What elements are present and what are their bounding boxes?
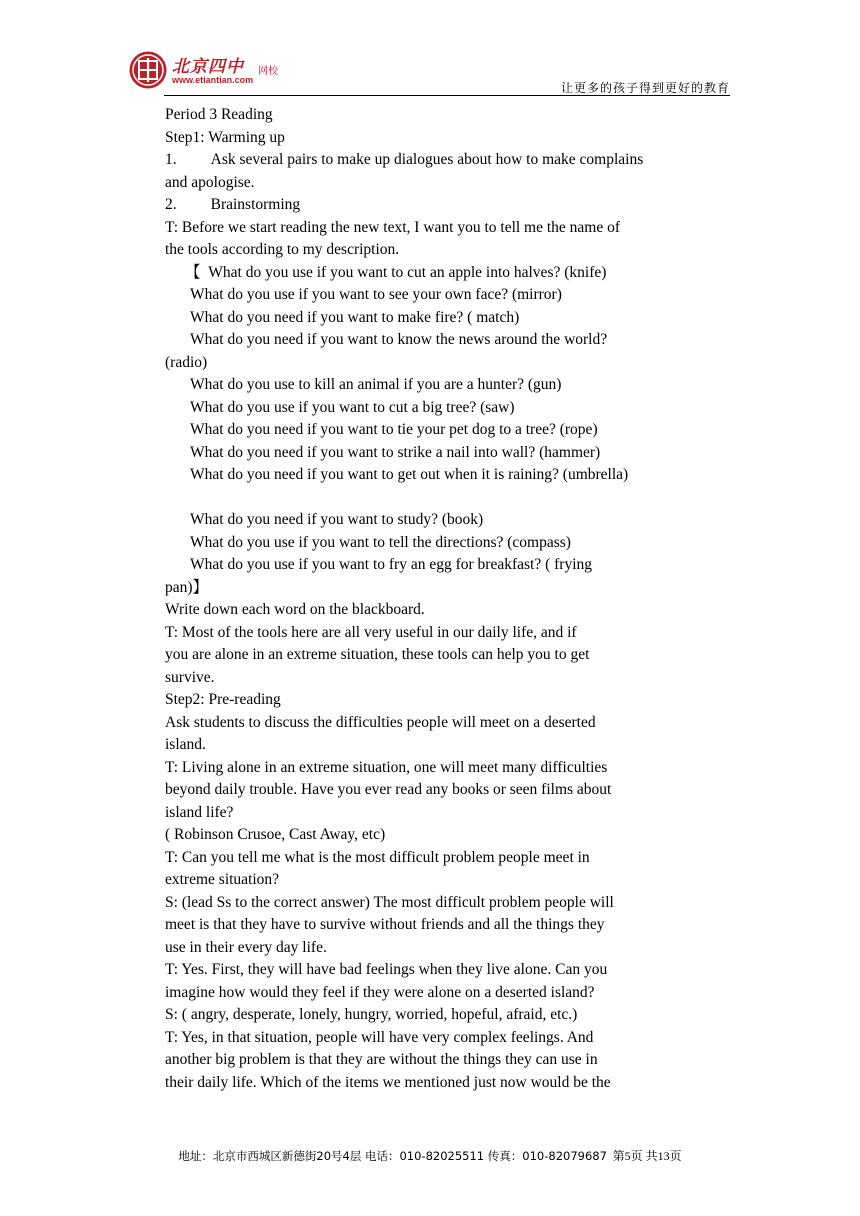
page-footer	[0, 1147, 860, 1164]
page-header	[128, 48, 730, 98]
list-text: Ask several pairs to make up dialogues about how to make complains	[210, 151, 644, 168]
question-line: What do you use if you want to see your own face? (mirror)	[190, 286, 562, 303]
question-line: What do you use if you want to fry an egg for breakfast? ( frying	[190, 556, 593, 573]
text-line: ( Robinson Crusoe, Cast Away, etc)	[165, 826, 386, 843]
text-line: extreme situation?	[165, 871, 280, 888]
text-line: meet is that they have to survive without friends and all the things they	[165, 916, 605, 933]
text-line: Ask students to discuss the difficulties people will meet on a deserted	[165, 713, 596, 731]
text-line: T: Yes. First, they will have bad feelings when they live alone. Can you	[165, 961, 608, 978]
text-line: the tools according to my description.	[165, 241, 400, 258]
text-line: use in their every day life.	[165, 938, 327, 956]
text-line: and apologise.	[165, 173, 255, 191]
text-line: survive.	[165, 668, 215, 686]
question-line: What do you need if you want to get out when it is raining? (umbrella)	[190, 466, 629, 483]
list-text: Brainstorming	[210, 196, 301, 213]
text-line: imagine how would they feel if they were alone on a deserted island?	[165, 983, 595, 1001]
question-line: What do you use if you want to tell the directions? (compass)	[190, 533, 571, 551]
text-line: pan)】	[165, 578, 209, 596]
footer-address: 地址：北京市西城区新德街20号4层 电话：010-82025511 传真：010-82079687	[178, 1149, 607, 1163]
question-line: 【 What do you use if you want to cut an apple into halves? (knife)	[185, 263, 607, 281]
step-heading: Step2: Pre-reading	[165, 691, 281, 708]
logo-text: 北京四中	[172, 57, 244, 77]
text-line: island.	[165, 736, 206, 753]
text-line: T: Yes, in that situation, people will have very complex feelings. And	[165, 1028, 594, 1046]
text-line: T: Living alone in an extreme situation, one will meet many difficulties	[165, 758, 608, 776]
header-divider	[164, 95, 730, 96]
list-number: 2.	[165, 196, 177, 213]
section-title: Period 3 Reading	[165, 106, 273, 123]
question-line: What do you need if you want to strike a nail into wall? (hammer)	[190, 443, 601, 461]
question-line: What do you use if you want to cut a big tree? (saw)	[190, 398, 515, 416]
text-line: S: (lead Ss to the correct answer) The most difficult problem people will	[165, 893, 614, 911]
question-line: What do you need if you want to tie your pet dog to a tree? (rope)	[190, 421, 598, 438]
header-slogan: 让更多的孩子得到更好的教育	[560, 81, 730, 95]
document-body	[165, 104, 705, 1094]
text-line: beyond daily trouble. Have you ever read any books or seen films about	[165, 781, 612, 798]
text-line: Write down each word on the blackboard.	[165, 601, 425, 618]
logo-url: www.etiantian.com	[172, 75, 254, 85]
text-line: S: ( angry, desperate, lonely, hungry, worried, hopeful, afraid, etc.)	[165, 1006, 578, 1023]
list-number: 1.	[165, 151, 177, 168]
list-item	[165, 149, 705, 172]
question-line: What do you need if you want to study? (book)	[190, 511, 484, 528]
text-line: T: Before we start reading the new text, I want you to tell me the name of	[165, 218, 621, 236]
blank-line	[165, 487, 705, 510]
text-line: island life?	[165, 803, 234, 821]
text-line: their daily life. Which of the items we mentioned just now would be the	[165, 1073, 611, 1091]
page-number: 第5页 共13页	[612, 1149, 682, 1163]
text-line: you are alone in an extreme situation, these tools can help you to get	[165, 646, 590, 663]
text-line: T: Most of the tools here are all very useful in our daily life, and if	[165, 623, 577, 641]
list-item	[165, 194, 705, 217]
question-line: What do you need if you want to know the news around the world?	[190, 331, 608, 348]
question-line: What do you need if you want to make fire? ( match)	[190, 308, 520, 326]
text-line: another big problem is that they are without the things they can use in	[165, 1051, 598, 1068]
text-line: (radio)	[165, 353, 208, 371]
school-logo-icon	[128, 50, 168, 90]
text-line: T: Can you tell me what is the most difficult problem people meet in	[165, 848, 590, 866]
logo-subtext: 网校	[258, 66, 278, 77]
step-heading: Step1: Warming up	[165, 128, 285, 146]
question-line: What do you use to kill an animal if you are a hunter? (gun)	[190, 376, 562, 393]
